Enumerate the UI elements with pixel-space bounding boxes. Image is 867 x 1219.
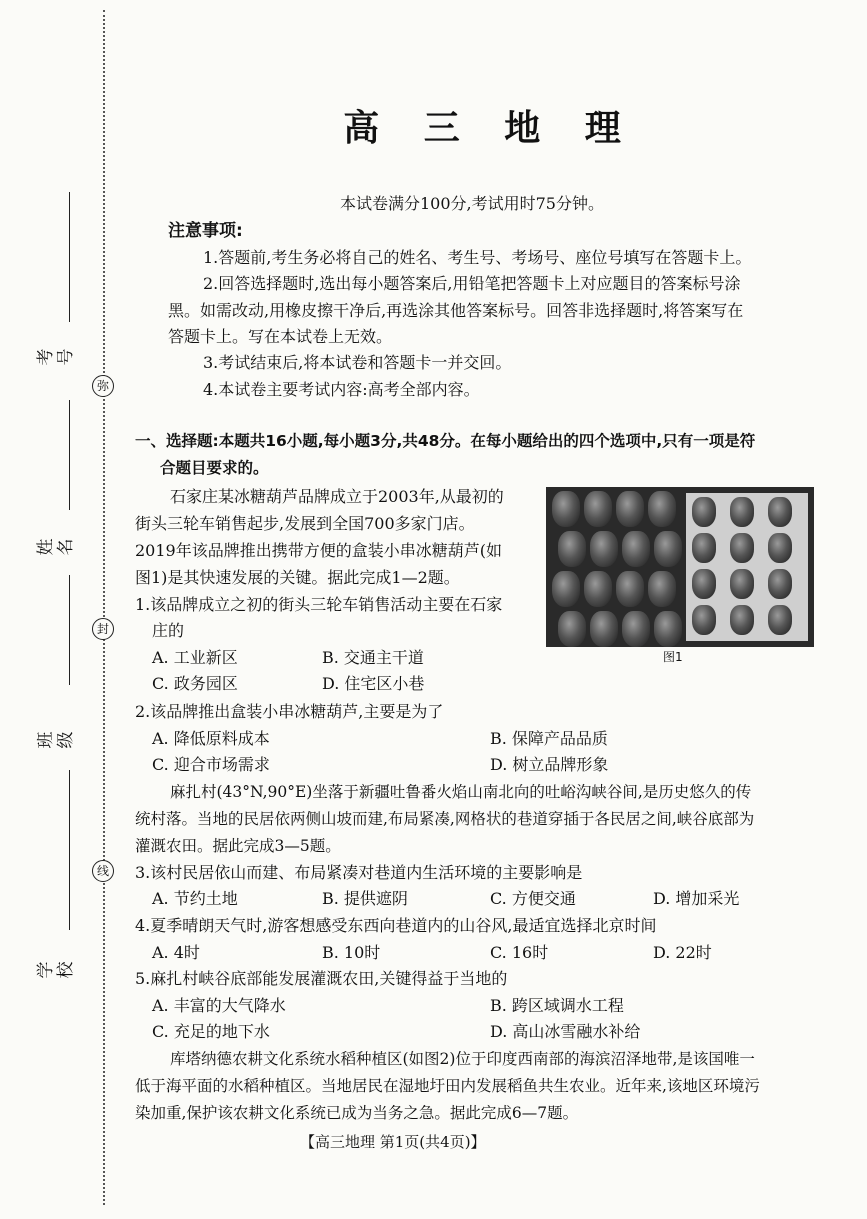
- class-label: 班级: [36, 731, 76, 749]
- photo-fruit-shape: [590, 531, 618, 567]
- seal-mark-xian: 线: [92, 860, 114, 882]
- binding-dotted-line: [103, 10, 105, 1205]
- photo-fruit-shape: [768, 605, 792, 635]
- name-label: 姓名: [36, 538, 76, 556]
- photo-fruit-shape: [648, 571, 676, 607]
- photo-fruit-shape: [558, 531, 586, 567]
- photo-fruit-shape: [590, 611, 618, 647]
- passage-line: 2019年该品牌推出携带方便的盒装小串冰糖葫芦(如: [135, 541, 502, 560]
- passage-line: 库塔纳德农耕文化系统水稻种植区(如图2)位于印度西南部的海滨沼泽地带,是该国唯一: [170, 1050, 755, 1068]
- photo-fruit-shape: [654, 611, 682, 647]
- option: C. 方便交通: [490, 889, 576, 908]
- option: B. 10时: [322, 943, 381, 962]
- passage-line: 统村落。当地的民居依两侧山坡而建,布局紧凑,网格状的巷道穿插于各民居之间,峡谷底部为: [135, 810, 755, 828]
- passage-line: 麻扎村(43°N,90°E)坐落于新疆吐鲁番火焰山南北向的吐峪沟峡谷间,是历史悠久的传: [170, 783, 752, 801]
- passage-line: 灌溉农田。据此完成3—5题。: [135, 837, 341, 855]
- figure-1-photo: [546, 487, 814, 647]
- notes-line: 答题卡上。写在本试卷上无效。: [168, 327, 393, 346]
- photo-fruit-shape: [616, 571, 644, 607]
- notes-line: 3.考试结束后,将本试卷和答题卡一并交回。: [203, 353, 512, 372]
- option: C. 政务园区: [152, 674, 238, 693]
- photo-fruit-shape: [584, 571, 612, 607]
- photo-fruit-shape: [616, 491, 644, 527]
- notes-line: 1.答题前,考生务必将自己的姓名、考生号、考场号、座位号填写在答题卡上。: [203, 248, 752, 267]
- photo-fruit-shape: [730, 533, 754, 563]
- question-stem: 5.麻扎村峡谷底部能发展灌溉农田,关键得益于当地的: [135, 969, 508, 988]
- option: B. 保障产品品质: [490, 729, 608, 748]
- option: D. 22时: [653, 943, 712, 962]
- photo-fruit-shape: [622, 611, 650, 647]
- figure-1-caption: 图1: [663, 650, 683, 664]
- seal-mark-mi: 弥: [92, 375, 114, 397]
- question-stem: 3.该村民居依山而建、布局紧凑对巷道内生活环境的主要影响是: [135, 863, 583, 882]
- photo-fruit-shape: [552, 571, 580, 607]
- school-line: [69, 770, 70, 930]
- option: D. 高山冰雪融水补给: [490, 1022, 641, 1041]
- name-line: [69, 400, 70, 510]
- exam-number-label: 考号: [36, 348, 76, 366]
- option: C. 16时: [490, 943, 549, 962]
- passage-line: 染加重,保护该农耕文化系统已成为当务之急。据此完成6—7题。: [135, 1104, 579, 1122]
- score-info: 本试卷满分100分,考试用时75分钟。: [340, 194, 604, 213]
- photo-fruit-shape: [730, 605, 754, 635]
- photo-fruit-shape: [692, 605, 716, 635]
- question-stem: 4.夏季晴朗天气时,游客想感受东西向巷道内的山谷风,最适宜选择北京时间: [135, 916, 657, 935]
- section-heading: 一、选择题:本题共16小题,每小题3分,共48分。在每小题给出的四个选项中,只有一项是符: [135, 432, 756, 450]
- photo-fruit-shape: [768, 497, 792, 527]
- passage-line: 街头三轮车销售起步,发展到全国700多家门店。: [135, 514, 475, 533]
- option: D. 增加采光: [653, 889, 740, 908]
- photo-fruit-shape: [730, 497, 754, 527]
- notes-line: 4.本试卷主要考试内容:高考全部内容。: [203, 380, 480, 399]
- notes-line: 黑。如需改动,用橡皮擦干净后,再选涂其他答案标号。回答非选择题时,将答案写在: [168, 301, 744, 320]
- option: A. 丰富的大气降水: [152, 996, 286, 1015]
- class-line: [69, 575, 70, 685]
- section-heading-cont: 合题目要求的。: [160, 459, 269, 477]
- school-label: 学校: [36, 961, 76, 979]
- photo-fruit-shape: [558, 611, 586, 647]
- option: B. 交通主干道: [322, 648, 424, 667]
- option: C. 充足的地下水: [152, 1022, 270, 1041]
- photo-fruit-shape: [730, 569, 754, 599]
- option: A. 降低原料成本: [152, 729, 270, 748]
- photo-fruit-shape: [768, 533, 792, 563]
- passage-line: 低于海平面的水稻种植区。当地居民在湿地圩田内发展稻鱼共生农业。近年来,该地区环境污: [135, 1077, 760, 1095]
- exam-number-line: [69, 192, 70, 322]
- photo-fruit-shape: [654, 531, 682, 567]
- option: D. 树立品牌形象: [490, 755, 609, 774]
- page-footer: 【高三地理 第1页(共4页)】: [300, 1133, 486, 1151]
- option: B. 提供遮阴: [322, 889, 408, 908]
- photo-fruit-shape: [692, 569, 716, 599]
- notes-heading: 注意事项:: [168, 221, 243, 241]
- seal-mark-feng: 封: [92, 618, 114, 640]
- question-stem: 2.该品牌推出盒装小串冰糖葫芦,主要是为了: [135, 702, 444, 721]
- photo-fruit-shape: [692, 533, 716, 563]
- photo-fruit-shape: [692, 497, 716, 527]
- photo-fruit-shape: [622, 531, 650, 567]
- photo-fruit-shape: [768, 569, 792, 599]
- photo-fruit-shape: [584, 491, 612, 527]
- question-stem: 庄的: [152, 621, 185, 640]
- photo-fruit-shape: [552, 491, 580, 527]
- question-stem: 1.该品牌成立之初的街头三轮车销售活动主要在石家: [135, 595, 503, 614]
- option: A. 节约土地: [152, 889, 238, 908]
- photo-fruit-shape: [648, 491, 676, 527]
- notes-line: 2.回答选择题时,选出每小题答案后,用铅笔把答题卡上对应题目的答案标号涂: [203, 274, 741, 293]
- option: D. 住宅区小巷: [322, 674, 425, 693]
- option: A. 4时: [152, 943, 200, 962]
- passage-line: 石家庄某冰糖葫芦品牌成立于2003年,从最初的: [170, 487, 504, 506]
- passage-line: 图1)是其快速发展的关键。据此完成1—2题。: [135, 568, 460, 587]
- page-title: 高 三 地 理: [343, 107, 637, 149]
- option: A. 工业新区: [152, 648, 238, 667]
- option: B. 跨区域调水工程: [490, 996, 624, 1015]
- option: C. 迎合市场需求: [152, 755, 270, 774]
